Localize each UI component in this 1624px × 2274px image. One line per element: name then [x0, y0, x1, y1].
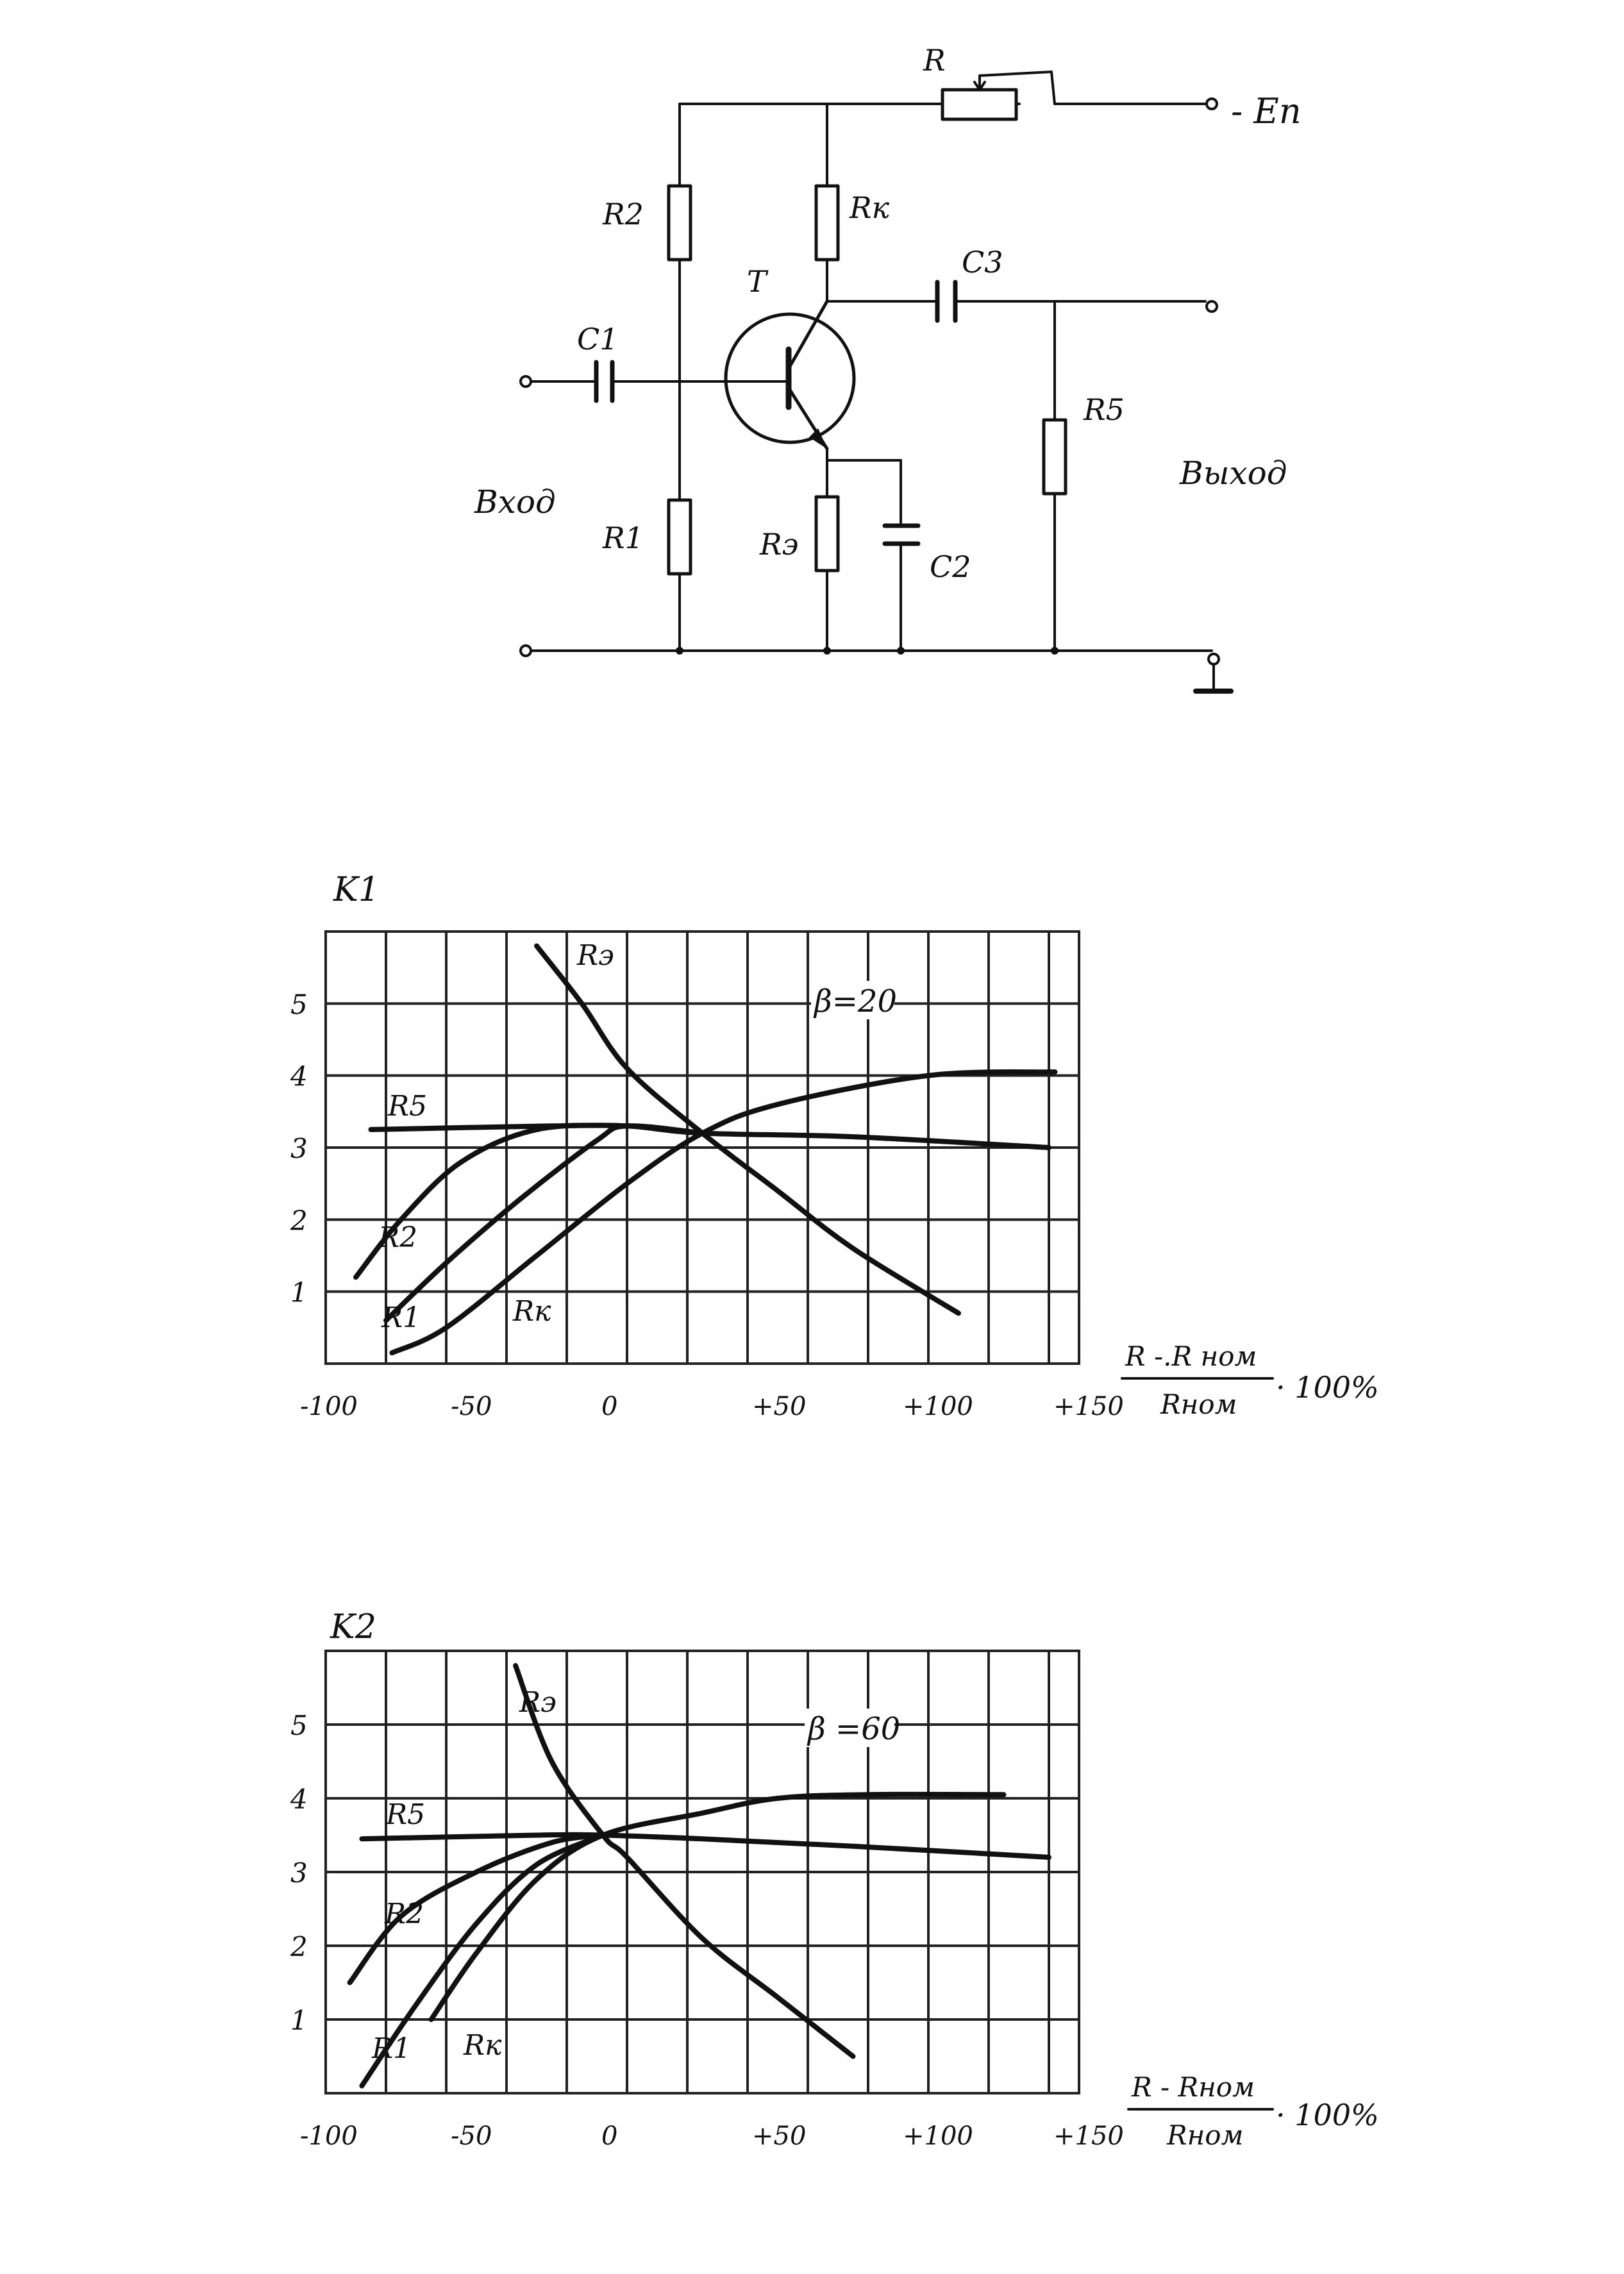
output-ground-terminal	[1209, 654, 1219, 664]
label-rk: Rк	[850, 190, 890, 225]
chart-k1-ylabel: K1	[333, 871, 380, 909]
series-label: Rэ	[519, 1686, 557, 1719]
supply-wire	[980, 72, 1205, 104]
chart-k1-annotation: β=20	[814, 983, 898, 1019]
supply-terminal	[1207, 99, 1217, 109]
chart-k2-ylabel: K2	[330, 1608, 376, 1646]
x-tick-label: +150	[1053, 1392, 1124, 1421]
y-tick-label: 4	[290, 1784, 308, 1815]
y-tick-label: 1	[290, 1276, 308, 1308]
label-c3: C3	[962, 245, 1003, 280]
label-t: T	[747, 264, 767, 299]
series-label: R1	[372, 2032, 412, 2065]
output-terminal	[1207, 301, 1217, 312]
label-input: Вход	[474, 483, 556, 521]
series-label: Rэ	[577, 939, 614, 972]
chart-k2-xlabel-num: R - Rном	[1132, 2071, 1255, 2103]
series-label: R5	[388, 1090, 428, 1123]
chart-k2-grid	[326, 1651, 1079, 2093]
y-tick-label: 5	[290, 1710, 308, 1741]
y-tick-label: 3	[290, 1857, 308, 1889]
transistor-collector	[789, 301, 827, 369]
chart-k1-xlabel-tail: · 100%	[1276, 1370, 1379, 1405]
y-tick-label: 3	[290, 1133, 308, 1164]
chart-k2	[290, 1608, 1379, 2151]
series-label: R1	[381, 1301, 421, 1334]
x-tick-label: -100	[300, 1392, 358, 1421]
label-re: Rэ	[760, 527, 799, 562]
resistor-rk	[816, 186, 838, 260]
series-label: Rк	[513, 1295, 551, 1328]
label-output: Выход	[1180, 455, 1287, 492]
series-label: R2	[378, 1221, 418, 1254]
x-tick-label: -50	[451, 2121, 492, 2151]
label-c2: C2	[930, 549, 971, 584]
potentiometer-r	[942, 90, 1016, 119]
resistor-r2	[669, 186, 691, 260]
chart-k1-xlabel-num: R -.R ном	[1125, 1341, 1257, 1372]
resistor-r5	[1044, 420, 1066, 494]
label-c1: C1	[577, 322, 619, 356]
chart-k1-grid	[326, 932, 1079, 1364]
y-tick-label: 2	[290, 1205, 308, 1237]
x-tick-label: -100	[300, 2121, 358, 2151]
x-tick-label: +50	[752, 1392, 807, 1421]
x-tick-label: -50	[451, 1392, 492, 1421]
y-tick-label: 2	[290, 1931, 308, 1962]
chart-k2-xlabel-den: Rном	[1167, 2119, 1244, 2151]
chart-k2-curves	[350, 1666, 1049, 2086]
potentiometer-wiper	[975, 76, 985, 90]
series-line-R5	[362, 1835, 1049, 1857]
input-terminal	[521, 376, 531, 387]
label-r2: R2	[603, 197, 644, 231]
chart-k2-annotation: β =60	[808, 1711, 901, 1747]
chart-k1	[290, 871, 1379, 1421]
y-tick-label: 5	[290, 989, 308, 1021]
capacitor-c1	[596, 362, 612, 401]
x-tick-label: +100	[903, 1392, 973, 1421]
label-r: R	[923, 43, 946, 78]
x-tick-label: 0	[601, 2121, 618, 2151]
series-line-Rк	[431, 1794, 1004, 2019]
capacitor-c3	[937, 282, 955, 321]
x-tick-label: 0	[601, 1392, 618, 1421]
series-label: Rк	[464, 2029, 502, 2062]
input-ground-terminal	[521, 646, 531, 656]
series-label: R5	[386, 1798, 426, 1831]
label-r5: R5	[1084, 392, 1125, 427]
label-r1: R1	[603, 521, 644, 555]
circuit-schematic	[474, 43, 1302, 691]
chart-k2-ticks	[290, 1710, 1124, 2151]
capacitor-c2	[885, 526, 918, 544]
label-ep: - Eп	[1231, 91, 1302, 131]
chart-k2-xlabel-tail: · 100%	[1276, 2098, 1379, 2132]
y-tick-label: 1	[290, 2005, 308, 2036]
x-tick-label: +50	[752, 2121, 807, 2151]
y-tick-label: 4	[290, 1060, 308, 1092]
x-tick-label: +100	[903, 2121, 973, 2151]
resistor-re	[816, 497, 838, 571]
series-label: R2	[385, 1898, 424, 1930]
resistor-r1	[669, 500, 691, 574]
chart-k1-xlabel-den: Rном	[1160, 1389, 1237, 1420]
x-tick-label: +150	[1053, 2121, 1124, 2151]
